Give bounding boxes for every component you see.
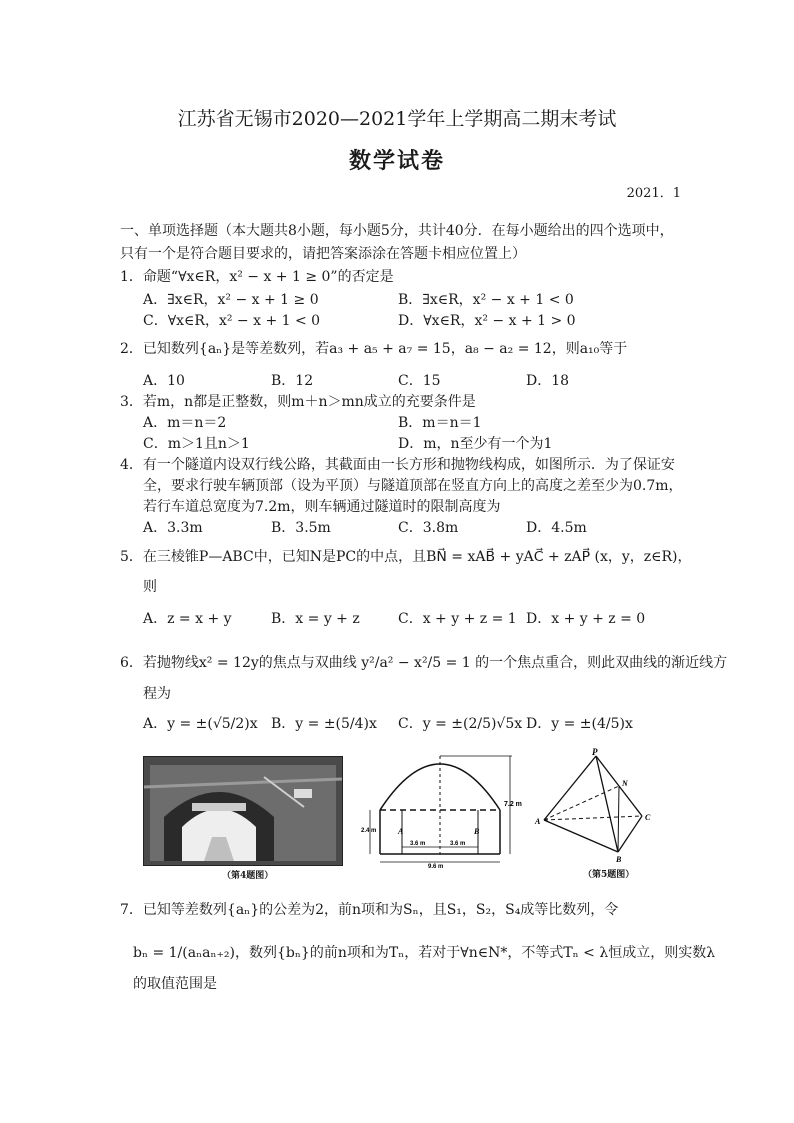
exam-title: 江苏省无锡市2020—2021学年上学期高二期末考试 — [177, 108, 617, 130]
q3-option-a: A．m＝n＝2 — [143, 415, 227, 431]
q5-option-d: D．x + y + z = 0 — [526, 611, 646, 627]
question-5-stem: 5．在三棱锥P—ABC中，已知N是PC的中点，且BN⃗ = xAB⃗ + yAC⃗ + zAP⃗ (x，y，z∈R)， — [120, 549, 692, 565]
q3-option-d: D．m，n至少有一个为1 — [398, 436, 553, 452]
tunnel-photo-drawing — [144, 757, 342, 865]
q2-option-d: D．18 — [526, 373, 570, 389]
label-7-2m: 7.2 m — [504, 801, 522, 808]
question-7-stem-mid: bₙ = 1/(aₙaₙ₊₂)，数列{bₙ}的前n项和为Tₙ，若对于∀n∈N*，不等式Tₙ < λ恒成立，则实数λ — [133, 945, 716, 961]
q5-option-b: B．x = y + z — [271, 611, 360, 627]
question-6-stem: 6．若抛物线x² = 12y的焦点与双曲线 y²/a² − x²/5 = 1 的一个焦点重合，则此双曲线的渐近线方 — [120, 655, 728, 671]
q1-option-c: C．∀x∈R，x² − x + 1 < 0 — [143, 313, 321, 329]
q1-option-d: D．∀x∈R，x² − x + 1 > 0 — [398, 313, 576, 329]
exam-date: 2021．1 — [626, 186, 681, 201]
q5-option-c: C．x + y + z = 1 — [398, 611, 517, 627]
label-B: B — [474, 827, 480, 836]
question-4-line1: 4．有一个隧道内设双行线公路，其截面由一长方形和抛物线构成，如图所示．为了保证安 — [120, 457, 675, 473]
tunnel-cross-section-diagram — [360, 748, 520, 868]
question-1-stem: 1．命题“∀x∈R，x² − x + 1 ≥ 0”的否定是 — [120, 269, 394, 285]
q2-option-b: B．12 — [271, 373, 314, 389]
label-3-6m-right: 3.6 m — [450, 841, 466, 847]
question-7-stem: 7．已知等差数列{aₙ}的公差为2，前n项和为Sₙ，且S₁，S₂，S₄成等比数列，令 — [120, 902, 619, 918]
q6-option-b: B．y = ±(5/4)x — [271, 716, 377, 732]
question-2-stem: 2．已知数列{aₙ}是等差数列，若a₃ + a₅ + a₇ = 15，a₈ − a₂ = 12，则a₁₀等于 — [120, 341, 628, 357]
section-heading-line2: 只有一个是符合题目要求的，请把答案添涂在答题卡相应位置上） — [120, 246, 526, 262]
label-P: P — [592, 747, 598, 757]
q1-option-b: B．∃x∈R，x² − x + 1 < 0 — [398, 292, 574, 308]
question-7-stem-end: 的取值范围是 — [133, 976, 217, 992]
label-2-4m: 2.4 m — [361, 828, 377, 834]
question-4-line3: 若行车道总宽度为7.2m，则车辆通过隧道时的限制高度为 — [143, 499, 501, 515]
q1-option-a: A．∃x∈R，x² − x + 1 ≥ 0 — [143, 292, 319, 308]
tunnel-photo — [143, 756, 343, 866]
label-A: A — [398, 827, 404, 836]
q2-option-c: C．15 — [398, 373, 441, 389]
tetrahedron-diagram — [534, 748, 664, 872]
section-heading-line1: 一、单项选择题（本大题共8小题，每小题5分，共计40分．在每小题给出的四个选项中， — [120, 223, 674, 239]
label-3-6m-left: 3.6 m — [410, 841, 426, 847]
fig4-caption: （第4题图） — [222, 871, 274, 881]
label-9-6m: 9.6 m — [428, 864, 444, 870]
question-4-line2: 全，要求行驶车辆顶部（设为平顶）与隧道顶部在竖直方向上的高度之差至少为0.7m， — [143, 478, 683, 494]
q4-option-a: A．3.3m — [143, 520, 203, 536]
question-5-stem-cont: 则 — [143, 579, 157, 595]
exam-subtitle: 数学试卷 — [348, 148, 445, 174]
fig5-caption: （第5题图） — [583, 870, 635, 880]
question-3-stem: 3．若m，n都是正整数，则m＋n＞mn成立的充要条件是 — [120, 394, 476, 410]
q6-option-a: A．y = ±(√5/2)x — [143, 716, 258, 732]
q3-option-c: C．m＞1且n＞1 — [143, 436, 250, 452]
q4-option-c: C．3.8m — [398, 520, 459, 536]
q6-option-c: C．y = ±(2/5)√5x — [398, 716, 523, 732]
q5-option-a: A．z = x + y — [143, 611, 232, 627]
label-N: N — [622, 779, 628, 788]
label-C: C — [645, 813, 651, 822]
label-A-tetra: A — [535, 817, 541, 826]
q4-option-b: B．3.5m — [271, 520, 331, 536]
question-6-stem-cont: 程为 — [143, 686, 171, 702]
q6-option-d: D．y = ±(4/5)x — [526, 716, 633, 732]
q4-option-d: D．4.5m — [526, 520, 587, 536]
label-B-tetra: B — [616, 855, 622, 864]
q2-option-a: A．10 — [143, 373, 185, 389]
q3-option-b: B．m＝n＝1 — [398, 415, 482, 431]
